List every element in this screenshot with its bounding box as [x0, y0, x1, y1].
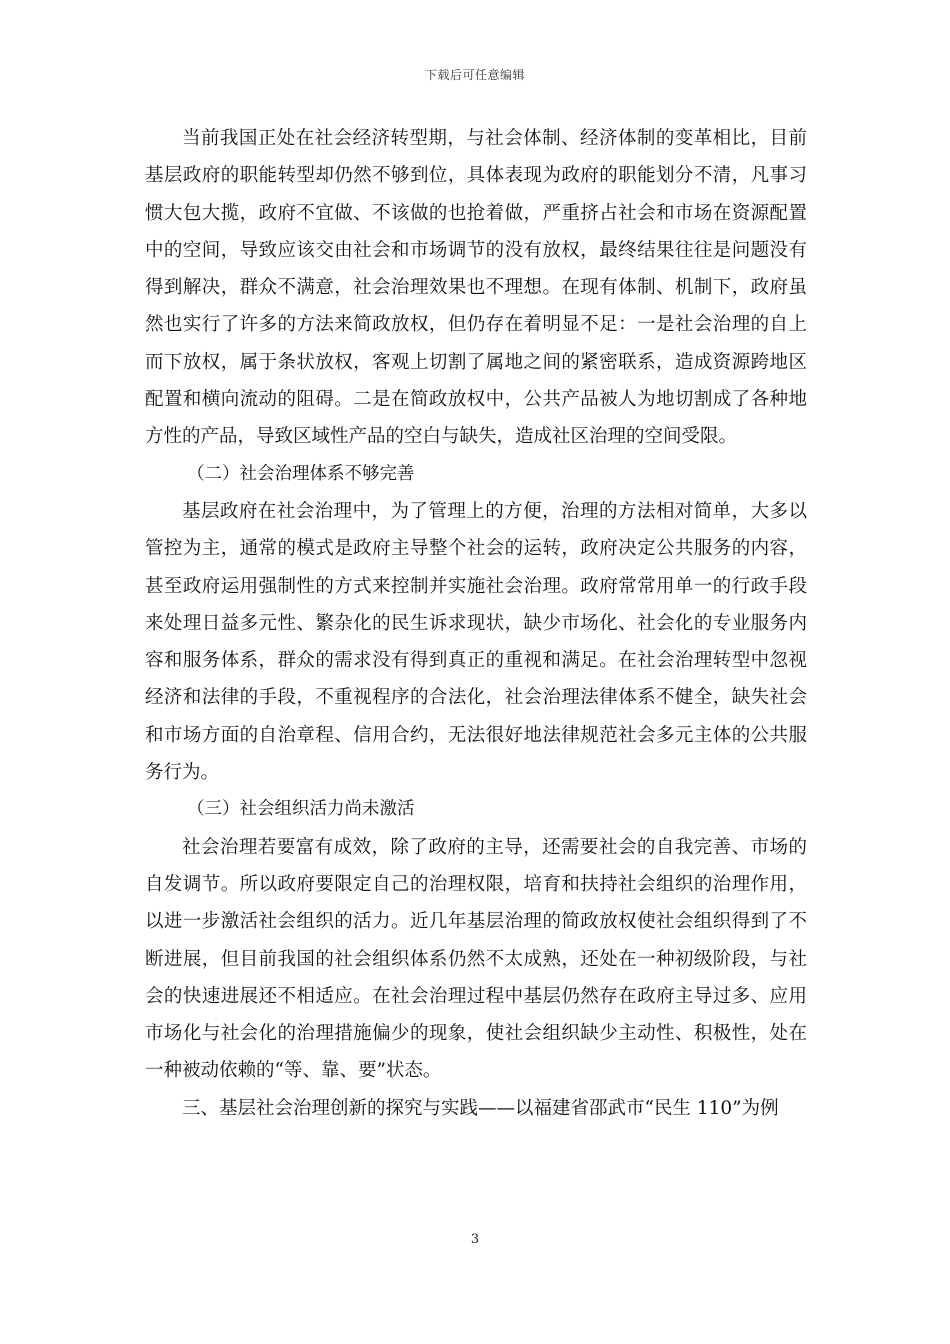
body-paragraph: 当前我国正处在社会经济转型期，与社会体制、经济体制的变革相比，目前基层政府的职能转型却仍然不够到位，具体表现为政府的职能划分不清，凡事习惯大包大揽，政府不宜做、不该做的也抢着做，严重挤占社会和市场在资源配置中的空间，导致应该交由社会和市场调节的没有放权，最终结果往往是问题没有得到解决，群众不满意，社会治理效果也不理想。在现有体制、机制下，政府虽然也实行了许多的方法来简政放权，但仍存在着明显不足：一是社会治理的自上而下放权，属于条状放权，客观上切割了属地之间的紧密联系，造成资源跨地区配置和横向流动的阻碍。二是在简政放权中，公共产品被人为地切割成了各种地方性的产品，导致区域性产品的空白与缺失，造成社区治理的空间受限。: [145, 128, 807, 448]
section-heading: （三）社会组织活力尚未激活: [187, 799, 415, 820]
document-body: [145, 120, 807, 1127]
chapter-heading: 三、基层社会治理创新的探究与实践——以福建省邵武市“民生 110”为例: [182, 1097, 779, 1119]
page-number: 3: [470, 1232, 480, 1247]
section-heading: （二）社会治理体系不够完善: [187, 463, 415, 484]
page-header: 下载后可任意编辑: [424, 68, 525, 82]
body-paragraph: 基层政府在社会治理中，为了管理上的方便，治理的方法相对简单，大多以管控为主，通常的模式是政府主导整个社会的运转，政府决定公共服务的内容，甚至政府运用强制性的方式来控制并实施社会治理。政府常常用单一的行政手段来处理日益多元性、繁杂化的民生诉求现状，缺少市场化、社会化的专业服务内容和服务体系，群众的需求没有得到真正的重视和满足。在社会治理转型中忽视经济和法律的手段，不重视程序的合法化，社会治理法律体系不健全，缺失社会和市场方面的自治章程、信用合约，无法很好地法律规范社会多元主体的公共服务行为。: [145, 500, 807, 784]
body-paragraph: 社会治理若要富有成效，除了政府的主导，还需要社会的自我完善、市场的自发调节。所以政府要限定自己的治理权限，培育和扶持社会组织的治理作用，以进一步激活社会组织的活力。近几年基层治理的简政放权使社会组织得到了不断进展，但目前我国的社会组织体系仍然不太成熟，还处在一种初级阶段，与社会的快速进展还不相适应。在社会治理过程中基层仍然存在政府主导过多、应用市场化与社会化的治理措施偏少的现象，使社会组织缺少主动性、积极性，处在一种被动依赖的“等、靠、要”状态。: [145, 836, 807, 1082]
